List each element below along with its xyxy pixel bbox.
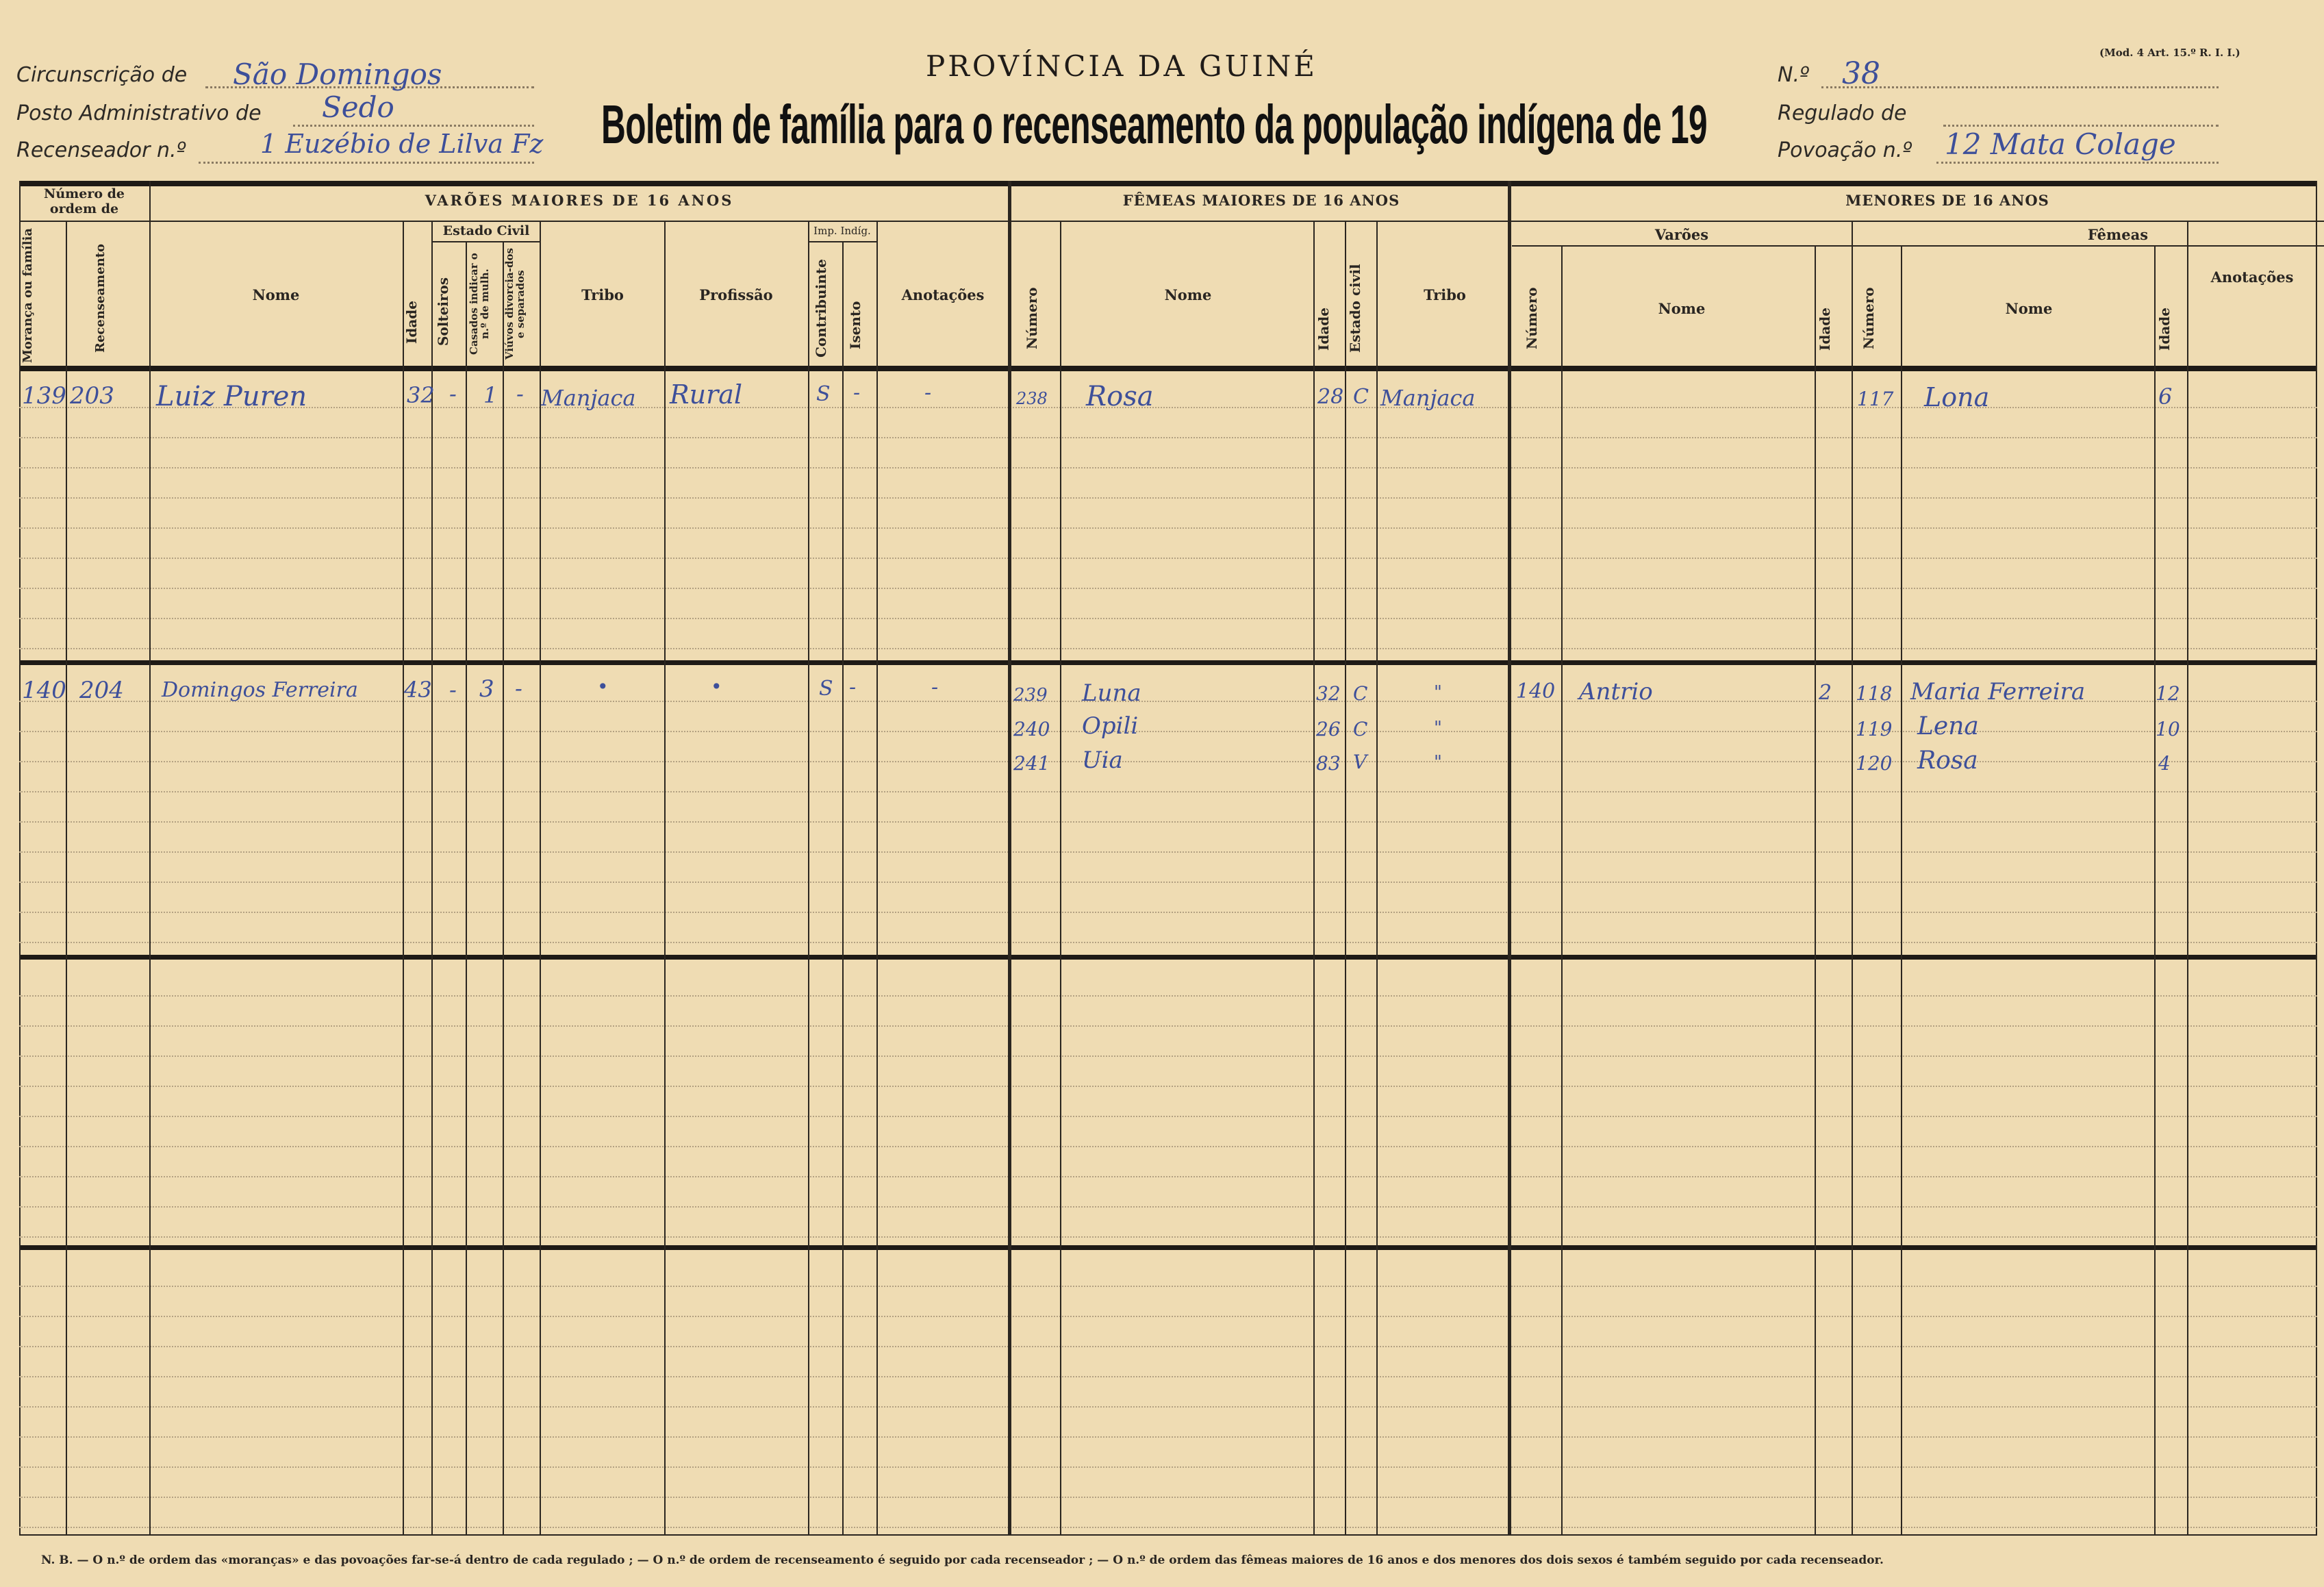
hdr-recenseamento: Recenseamento [93,243,108,353]
ruled-line [19,1176,2317,1177]
hdr-anotacoes-varoes: Anotações [901,286,985,303]
entry-casados[interactable]: 3 [479,675,494,703]
menor-varao-numero[interactable]: 140 [1516,679,1556,703]
ruled-line [19,1286,2317,1287]
ruled-line [19,912,2317,913]
entry-recens[interactable]: 203 [70,382,114,410]
regulado-line [1943,123,2219,127]
hdr-menores-femeas: Fêmeas [2087,226,2149,243]
entry-moranca[interactable]: 140 [22,677,66,704]
femea-estado[interactable]: C [1353,385,1369,409]
column-divider [2187,221,2188,1534]
entry-profissao[interactable]: • [711,675,722,698]
footnote: N. B. — O n.º de ordem das «moranças» e das povoações far-se-á dentro de cada regulado ; — O n.º de ordem de recenseamento é seguido por cada recenseador ; — O n.º de ordem das fêmeas maiores de 16 anos e dos menores dos dois sexos é também seguido por cada recenseador. [41,1553,1884,1567]
hdr-estado-civil-femeas: Estado civil [1347,264,1363,353]
entry-recens[interactable]: 204 [79,677,124,704]
column-divider [842,241,844,1534]
hdr-menores-varoes: Varões [1654,226,1709,243]
hdr-line-groups [149,221,2324,222]
posto-label: Posto Administrativo de [16,101,262,125]
hdr-numero-femeas: Número [1024,287,1040,350]
ruled-line [19,1376,2317,1377]
entry-idade[interactable]: 43 [404,677,432,703]
hdr-line-estado [431,241,541,242]
hdr-anotacoes-final: Anotações [2210,268,2294,286]
column-divider [1376,221,1378,1534]
column-divider [1060,221,1061,1534]
hdr-line-imp [808,241,876,242]
hdr-isento: Isento [847,301,863,350]
hdr-casados: Casados indicar o n.º de mulh. [468,253,491,355]
model-reference: (Mod. 4 Art. 15.º R. I. I.) [2099,47,2240,59]
block-divider-2 [19,955,2317,960]
menor-femea-numero[interactable]: 118 [1856,682,1893,705]
block-divider-1 [19,660,2317,665]
menor-femea-nome[interactable]: Rosa [1917,747,1978,775]
menor-femea-idade[interactable]: 6 [2158,384,2173,410]
column-divider [1313,221,1315,1534]
entry-idade[interactable]: 32 [407,382,435,408]
femea-idade[interactable]: 28 [1317,385,1344,409]
ruled-line [19,618,2317,619]
column-divider [1561,245,1563,1534]
column-divider [403,221,404,1534]
hdr-line-menores [1512,245,2324,247]
ruled-line [19,497,2317,499]
menor-varao-idade[interactable]: 2 [1819,681,1832,705]
hdr-nome-femeas: Nome [1164,286,1212,303]
menor-femea-nome[interactable]: Lona [1924,382,1990,412]
femea-tribo[interactable]: " [1434,752,1442,773]
column-divider [876,221,878,1534]
left-border [19,181,21,1534]
posto-value[interactable]: Sedo [322,90,394,124]
column-divider [466,241,467,1534]
femea-nome[interactable]: Luna [1082,679,1141,707]
hdr-numero-menores-femeas: Número [1860,287,1877,350]
hdr-varoes-maiores: VARÕES MAIORES DE 16 ANOS [425,192,734,209]
column-divider [431,221,433,1534]
ruled-line [19,467,2317,468]
entry-solteiros[interactable]: - [449,381,457,407]
femea-estado[interactable]: C [1353,718,1368,740]
column-divider [149,181,151,1534]
hdr-nome-varoes: Nome [252,286,300,303]
section-divider-varoes-femeas [1008,181,1011,1534]
femea-numero[interactable]: 238 [1016,389,1048,408]
ruled-line [19,558,2317,559]
femea-numero[interactable]: 239 [1013,685,1048,705]
ruled-line [19,942,2317,943]
column-divider [1901,245,1902,1534]
ruled-line [19,1025,2317,1027]
menor-femea-idade[interactable]: 12 [2156,682,2180,705]
femea-nome[interactable]: Opili [1082,712,1139,740]
hdr-menores: MENORES DE 16 ANOS [1845,192,2049,209]
femea-nome[interactable]: Uia [1082,747,1123,774]
entry-viuvos[interactable]: - [515,675,522,701]
menor-varao-nome[interactable]: Antrio [1579,678,1653,705]
femea-nome[interactable]: Rosa [1086,381,1154,412]
femea-tribo[interactable]: Manjaca [1380,385,1476,411]
povoacao-label: Povoação n.º [1778,138,1912,162]
hdr-profissao: Profissão [699,286,773,303]
ruled-line [19,1346,2317,1347]
regulado-label: Regulado de [1778,101,1907,125]
ruled-line [19,995,2317,997]
femea-numero[interactable]: 240 [1013,718,1050,740]
numero-line [1821,85,2219,88]
menor-femea-numero[interactable]: 120 [1856,752,1893,775]
ruled-line [19,437,2317,438]
hdr-moranca: Morança ou família [21,227,35,363]
table-top-border [19,181,2317,186]
ruled-line [19,851,2317,853]
femea-idade[interactable]: 26 [1316,718,1341,740]
ruled-line [19,1497,2317,1498]
column-divider [66,221,67,1534]
femea-tribo[interactable]: " [1434,682,1442,703]
ruled-line [19,588,2317,589]
entry-viuvos[interactable]: - [516,381,524,407]
femea-estado[interactable]: C [1353,682,1368,705]
hdr-femeas-maiores: FÊMEAS MAIORES DE 16 ANOS [1122,192,1400,209]
menor-femea-nome[interactable]: Maria Ferreira [1910,678,2086,705]
numero-label: N.º [1778,63,1810,87]
entry-profissao[interactable]: Rural [670,379,743,410]
entry-tribo[interactable]: • [597,675,609,698]
hdr-estado-civil: Estado Civil [442,223,530,238]
hdr-contribuinte: Contribuinte [813,259,829,358]
menor-femea-numero[interactable]: 119 [1856,718,1893,740]
province-title: PROVÍNCIA DA GUINÉ [926,49,1317,83]
form-title: Boletim de família para o recenseamento da população indígena de 19 [601,94,1708,155]
entry-casados[interactable]: 1 [483,382,498,408]
hdr-idade-femeas: Idade [1315,307,1332,351]
povoacao-value[interactable]: 12 Mata Colage [1945,127,2176,161]
femea-estado[interactable]: V [1353,751,1367,773]
recenseador-label: Recenseador n.º [16,138,186,162]
femea-numero[interactable]: 241 [1013,752,1050,775]
recenseador-line [199,160,534,164]
entry-moranca[interactable]: 139 [22,382,66,410]
hdr-imp-indig: Imp. Indíg. [813,225,871,237]
entry-nome[interactable]: Luiz Puren [156,381,307,412]
ruled-line [19,821,2317,823]
hdr-idade-menores-femeas: Idade [2156,307,2173,351]
block-divider-3 [19,1245,2317,1250]
hdr-nome-menores-varoes: Nome [1658,300,1706,317]
column-divider [1852,221,1853,1534]
numero-value[interactable]: 38 [1842,56,1880,91]
column-divider [1815,245,1816,1534]
circunscricao-value[interactable]: São Domingos [233,58,442,91]
ruled-line [19,1146,2317,1147]
recenseador-value[interactable]: 1 Euzébio de Lilva Fz [260,129,544,159]
table-bottom-border [19,1534,2317,1536]
ruled-line [19,1206,2317,1208]
ruled-line [19,1406,2317,1408]
column-divider [540,221,541,1534]
femea-idade[interactable]: 32 [1316,682,1341,705]
ruled-line [19,1236,2317,1238]
ruled-line [19,648,2317,649]
right-border [2316,181,2317,1534]
ruled-line [19,1436,2317,1438]
ruled-line [19,882,2317,883]
entry-anotacoes[interactable]: - [924,381,932,405]
hdr-numero-ordem: Número de ordem de [43,186,125,216]
column-divider [1345,221,1346,1534]
menor-femea-idade[interactable]: 4 [2158,752,2171,775]
column-divider [664,221,666,1534]
entry-contribuinte[interactable]: S [819,677,833,701]
column-divider [2154,245,2156,1534]
ruled-line [19,791,2317,792]
entry-isento[interactable]: - [849,675,857,699]
entry-tribo[interactable]: Manjaca [541,385,636,411]
hdr-tribo-femeas: Tribo [1424,286,1466,303]
entry-solteiros[interactable]: - [449,677,457,703]
entry-anotacoes[interactable]: - [931,675,939,699]
femea-tribo[interactable]: " [1434,718,1442,738]
column-divider [808,221,809,1534]
column-divider [503,241,504,1534]
ruled-line [19,1466,2317,1468]
ruled-line [19,1055,2317,1057]
hdr-idade-menores-varoes: Idade [1817,307,1833,351]
hdr-line-ordem [19,221,149,222]
femea-idade[interactable]: 83 [1316,752,1341,775]
hdr-numero-menores-varoes: Número [1524,287,1540,350]
hdr-solteiros: Solteiros [435,277,451,347]
ruled-line [19,1086,2317,1087]
entry-isento[interactable]: - [853,381,861,405]
section-divider-femeas-menores [1508,181,1511,1534]
ruled-line [19,527,2317,529]
ruled-line [19,1116,2317,1117]
header-bottom-border [19,366,2317,371]
menor-femea-idade[interactable]: 10 [2156,718,2180,740]
hdr-idade-varoes: Idade [403,300,420,344]
ruled-line [19,1316,2317,1317]
ruled-line [19,1527,2317,1528]
hdr-nome-menores-femeas: Nome [2005,300,2053,317]
entry-contribuinte[interactable]: S [816,382,831,406]
circunscricao-label: Circunscrição de [16,63,188,87]
entry-nome[interactable]: Domingos Ferreira [162,678,358,702]
menor-femea-nome[interactable]: Lena [1917,712,1979,740]
hdr-tribo-varoes: Tribo [581,286,624,303]
hdr-viuvos: Viúvos divorcia-dos e separados [503,248,527,360]
menor-femea-numero[interactable]: 117 [1857,388,1894,410]
